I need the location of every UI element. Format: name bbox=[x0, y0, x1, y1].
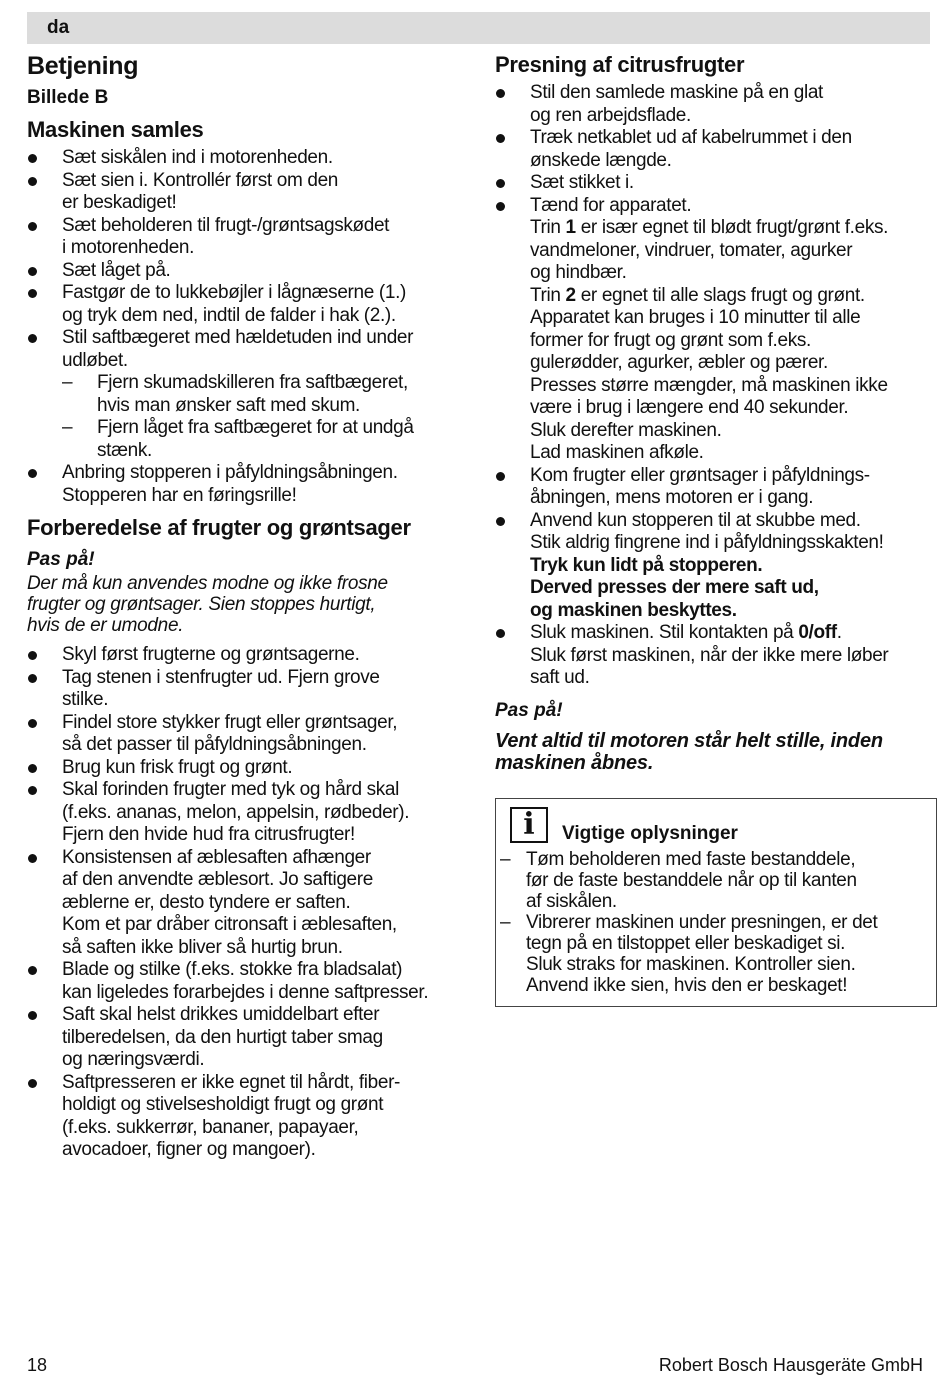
list-item: Sæt sien i. Kontrollér først om den er beskadiget! bbox=[27, 170, 472, 215]
info-list bbox=[496, 849, 930, 996]
list-item: Træk netkablet ud af kabelrummet i den ønskede længde. bbox=[495, 127, 935, 172]
list-item: Sæt beholderen til frugt-/grøntsagskødet i motorenheden. bbox=[27, 215, 472, 260]
list-item: Brug kun frisk frugt og grønt. bbox=[27, 757, 472, 780]
list-item: Saftpresseren er ikke egnet til hårdt, fiber- holdigt og stivelsesholdigt frugt og grønt (f.eks. sukkerrør, bananer, papayaer, avocadoer, figner og mangoer). bbox=[27, 1072, 472, 1162]
dash-item: – Fjern låget fra saftbægeret for at undgå stænk. bbox=[27, 417, 472, 462]
list-item: Tag stenen i stenfrugter ud. Fjern grove stilke. bbox=[27, 667, 472, 712]
list-item: Sæt stikket i. bbox=[495, 172, 935, 195]
list-item: Anvend kun stopperen til at skubbe med. Stik aldrig fingrene ind i påfyldningsskakten! Tryk kun lidt på stopperen. Derved presses der mere saft ud, og maskinen beskyttes. bbox=[495, 510, 935, 623]
info-header bbox=[496, 805, 930, 849]
language-bar bbox=[27, 12, 930, 44]
dash-item: – Vibrerer maskinen under presningen, er det tegn på en tilstoppet eller beskadiget si. Sluk straks for maskinen. Kontroller sien. Anvend ikke sien, hvis den er beskaget! bbox=[496, 912, 930, 996]
warning-text: Der må kun anvendes modne og ikke frosne frugter og grøntsager. Sien stoppes hurtigt, hvis de er umodne. bbox=[27, 573, 388, 636]
company-name: Robert Bosch Hausgeräte GmbH bbox=[658, 1355, 923, 1375]
list-item: Stil saftbægeret med hældetuden ind under udløbet. bbox=[27, 327, 472, 372]
list-item: Saft skal helst drikkes umiddelbart efter tilberedelsen, da den hurtigt taber smag og næringsværdi. bbox=[27, 1004, 472, 1072]
list-item: Tænd for apparatet. Trin 1 er især egnet til blødt frugt/grønt f.eks. vandmeloner, vindruer, tomater, agurker og hindbær. Trin 2 er egnet til alle slags frugt og grønt. Apparatet kan bruges i 10 minutter til alle former for frugt og grønt som f.eks. gulerødder, agurker, æbler og pærer. Presses større mængder, må maskinen ikke være i brug i længere end 40 sekunder. Sluk derefter maskinen. Lad maskinen afkøle. bbox=[495, 195, 935, 465]
list-item: Skal forinden frugter med tyk og hård skal (f.eks. ananas, melon, appelsin, rødbeder). Fjern den hvide hud fra citrusfrugter! bbox=[27, 779, 472, 847]
info-title: Vigtige oplysninger bbox=[562, 822, 738, 844]
info-box bbox=[495, 798, 937, 1007]
dash-item: – Fjern skumadskilleren fra saftbægeret, hvis man ønsker saft med skum. bbox=[27, 372, 472, 417]
section-heading-prep: Forberedelse af frugter og grøntsager bbox=[27, 515, 411, 540]
list-item: Fastgør de to lukkebøjler i lågnæserne (1.) og tryk dem ned, indtil de falder i hak (2.). bbox=[27, 282, 472, 327]
language-code: da bbox=[47, 17, 70, 38]
list-item: Sæt siskålen ind i motorenheden. bbox=[27, 147, 472, 170]
list-item: Anbring stopperen i påfyldningsåbningen. Stopperen har en føringsrille! bbox=[27, 462, 472, 507]
list-item: Sluk maskinen. Stil kontakten på 0/off. Sluk først maskinen, når der ikke mere løber saft ud. bbox=[495, 622, 935, 690]
list-item: Skyl først frugterne og grøntsagerne. bbox=[27, 644, 472, 667]
dash-item: – Tøm beholderen med faste bestanddele, før de faste bestanddele når op til kanten af siskålen. bbox=[496, 849, 930, 912]
list-item: Kom frugter eller grøntsager i påfyldnings- åbningen, mens motoren er i gang. bbox=[495, 465, 935, 510]
list-item: Blade og stilke (f.eks. stokke fra bladsalat) kan ligeledes forarbejdes i denne saftpresser. bbox=[27, 959, 472, 1004]
page-title: Betjening bbox=[27, 52, 139, 80]
figure-reference: Billede B bbox=[27, 87, 109, 108]
warning-title: Pas på! bbox=[495, 699, 563, 721]
left-column bbox=[27, 48, 472, 1162]
list-item: Findel store stykker frugt eller grøntsager, så det passer til påfyldningsåbningen. bbox=[27, 712, 472, 757]
section-heading-citrus: Presning af citrusfrugter bbox=[495, 52, 745, 77]
assemble-list bbox=[27, 147, 472, 507]
right-column bbox=[495, 48, 935, 1007]
page-number: 18 bbox=[27, 1355, 48, 1375]
section-heading-assemble: Maskinen samles bbox=[27, 117, 204, 142]
prep-list bbox=[27, 644, 472, 1162]
info-icon: i bbox=[510, 807, 548, 843]
warning-title: Pas på! bbox=[27, 549, 95, 570]
list-item: Konsistensen af æblesaften afhænger af den anvendte æblesort. Jo saftigere æblerne er, desto tyndere er saften. Kom et par dråber citronsaft i æblesaften, så saften ikke bliver så hurtig brun. bbox=[27, 847, 472, 960]
citrus-list bbox=[495, 82, 935, 690]
list-item: Stil den samlede maskine på en glat og ren arbejdsflade. bbox=[495, 82, 935, 127]
list-item: Sæt låget på. bbox=[27, 260, 472, 283]
prep-section bbox=[27, 515, 472, 1162]
warning-text: Vent altid til motoren står helt stille, inden maskinen åbnes. bbox=[495, 729, 883, 774]
